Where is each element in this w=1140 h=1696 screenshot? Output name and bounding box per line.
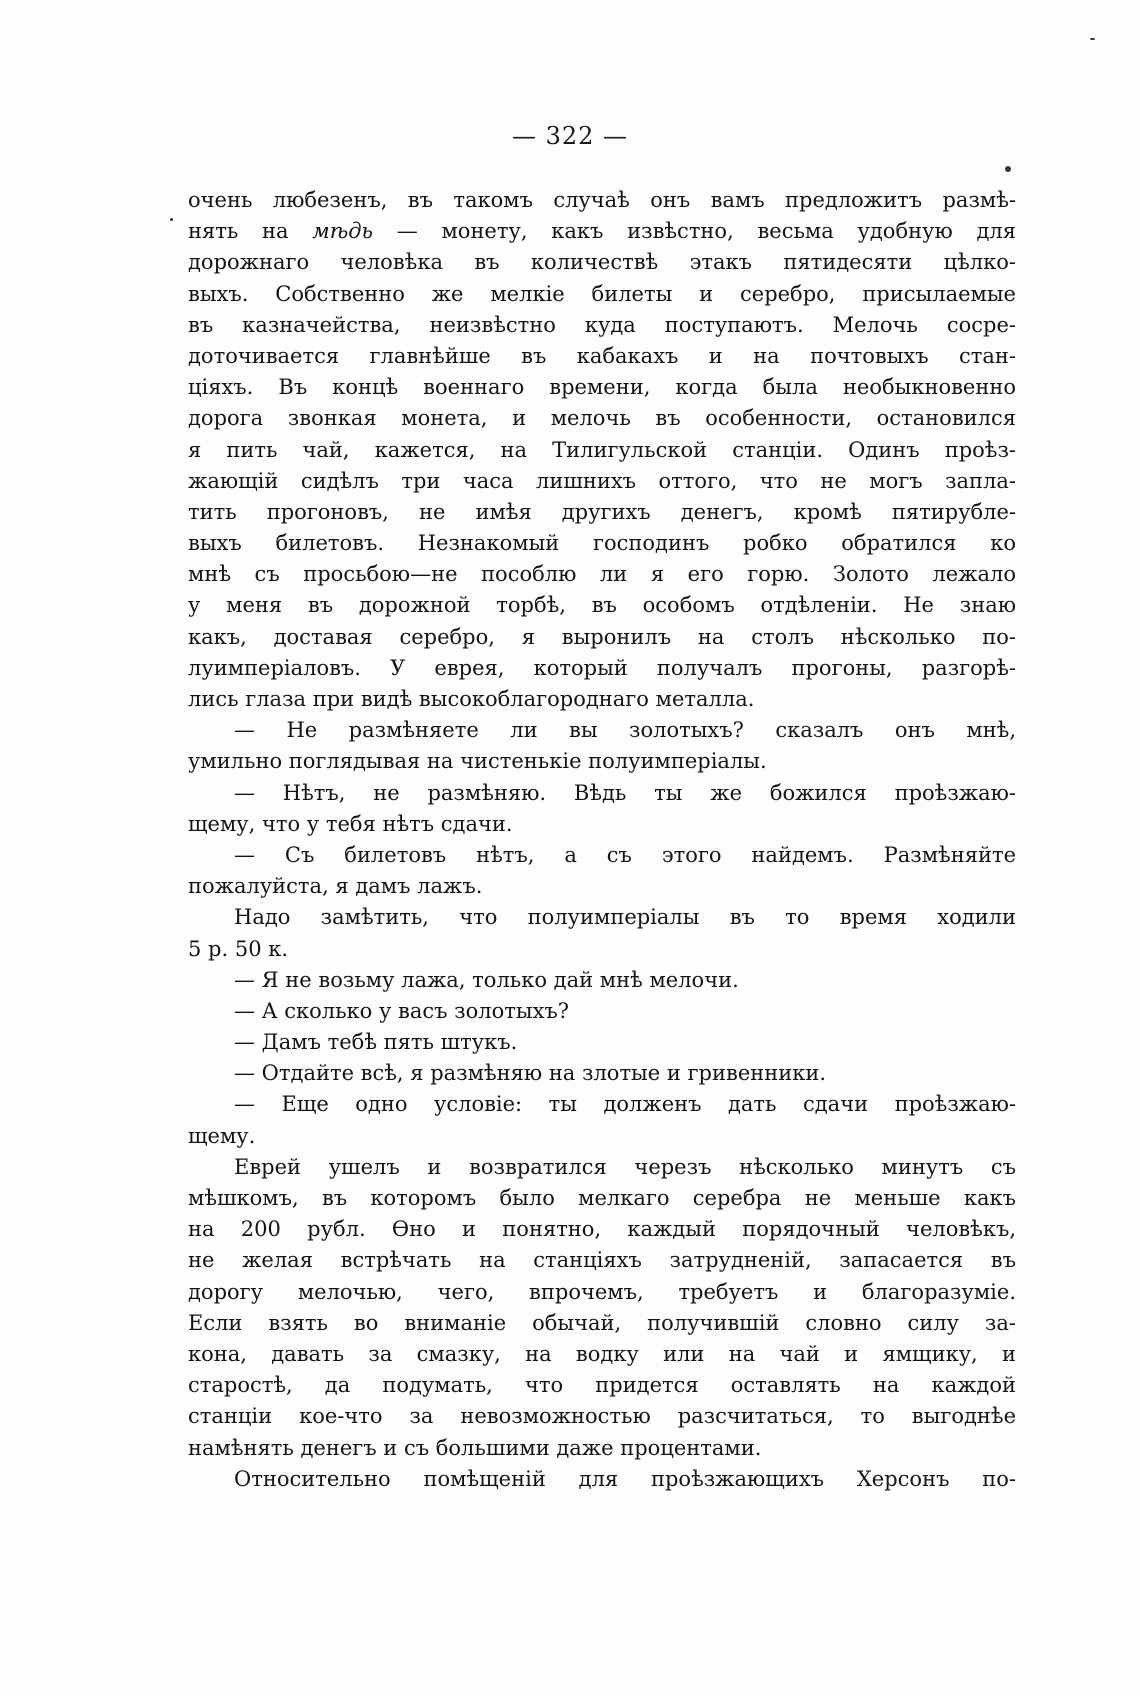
text-line: дорожнаго человѣка въ количествѣ этакъ пятидесяти цѣлко-	[188, 250, 1016, 275]
text-line: дорога звонкая монета, и мелочь въ особенности, остановился	[188, 406, 1016, 431]
page-number: — 322 —	[511, 122, 629, 150]
text-line: очень любезенъ, въ такомъ случаѣ онъ вамъ предложитъ размѣ-	[188, 188, 1016, 212]
print-speck	[1090, 38, 1095, 40]
text-line: тить прогоновъ, не имѣя другихъ денегъ, кромѣ пятирубле-	[188, 499, 1016, 524]
text-line: пожалуйста, я дамъ лажъ.	[188, 874, 483, 899]
text-line: жающій сидѣлъ три часа лишнихъ оттого, что не могъ запла-	[188, 468, 1016, 493]
text-line: выхъ. Собственно же мелкіе билеты и серебро, присылаемые	[188, 281, 1016, 306]
text-line: Относительно помѣщеній для проѣзжающихъ Херсонъ по-	[234, 1466, 1016, 1491]
text-line: — Еще одно условіе: ты долженъ дать сдачи проѣзжаю-	[234, 1092, 1016, 1117]
body-text	[188, 185, 1016, 1495]
text-line: — А сколько у васъ золотыхъ?	[234, 998, 570, 1023]
text-line: станціи кое-что за невозможностью разсчитаться, то выгоднѣе	[188, 1404, 1016, 1429]
text-line-italic: мѣдь	[312, 219, 373, 244]
text-line-segment: — монету, какъ извѣстно, весьма удобную для	[372, 219, 1016, 244]
text-line: щему.	[188, 1123, 256, 1148]
text-line: — Нѣтъ, не размѣняю. Вѣдь ты же божился проѣзжаю-	[234, 780, 1016, 805]
text-line-segment: нять на	[188, 219, 313, 244]
text-line: я пить чай, кажется, на Тилигульской станціи. Одинъ проѣз-	[188, 437, 1016, 462]
text-line: умильно поглядывая на чистенькіе полуимперіалы.	[188, 749, 767, 774]
text-line: выхъ билетовъ. Незнакомый господинъ робко обратился ко	[188, 531, 1016, 556]
text-line: 5 р. 50 к.	[188, 936, 289, 961]
text-line: — Дамъ тебѣ пять штукъ.	[234, 1030, 518, 1055]
text-line: Надо замѣтить, что полуимперіалы въ то время ходили	[234, 905, 1016, 930]
text-line: щему, что у тебя нѣтъ сдачи.	[188, 811, 513, 836]
text-line: намѣнять денегъ и съ большими даже процентами.	[188, 1435, 762, 1460]
text-line: луимперіаловъ. У еврея, который получалъ прогоны, разгорѣ-	[188, 655, 1016, 680]
text-line: не желая встрѣчать на станціяхъ затрудненій, запасается въ	[188, 1248, 1016, 1273]
text-line: ціяхъ. Въ концѣ военнаго времени, когда была необыкновенно	[188, 375, 1016, 400]
text-line: у меня въ дорожной торбѣ, въ особомъ отдѣленіи. Не знаю	[188, 593, 1016, 618]
text-line: мнѣ съ просьбою—не пособлю ли я его горю. Золото лежало	[188, 562, 1016, 587]
print-speck	[1005, 166, 1011, 172]
text-line: — Я не возьму лажа, только дай мнѣ мелочи.	[234, 967, 739, 992]
text-line: доточивается главнѣйше въ кабакахъ и на почтовыхъ стан-	[188, 343, 1016, 368]
text-line	[188, 216, 1016, 247]
text-line: — Не размѣняете ли вы золотыхъ? сказалъ онъ мнѣ,	[234, 718, 1016, 743]
text-line: мѣшкомъ, въ которомъ было мелкаго серебра не меньше какъ	[188, 1186, 1016, 1210]
text-line: — Отдайте всѣ, я размѣняю на злотые и гривенники.	[234, 1061, 827, 1086]
text-line: на 200 рубл. Ѳно и понятно, каждый порядочный человѣкъ,	[188, 1217, 1016, 1242]
text-line: лись глаза при видѣ высокоблагороднаго металла.	[188, 687, 755, 711]
text-line: Если взять во вниманіе обычай, получившій словно силу за-	[188, 1310, 1016, 1335]
text-line: Еврей ушелъ и возвратился черезъ нѣсколько минутъ съ	[234, 1154, 1016, 1179]
text-line: въ казначейства, неизвѣстно куда поступаютъ. Мелочь сосре-	[188, 312, 1016, 337]
text-line: кона, давать за смазку, на водку или на чай и ямщику, и	[188, 1341, 1016, 1366]
text-line: какъ, доставая серебро, я выронилъ на столъ нѣсколько по-	[188, 624, 1016, 649]
text-line: старостѣ, да подумать, что придется оставлять на каждой	[188, 1373, 1016, 1398]
text-line: дорогу мелочью, чего, впрочемъ, требуетъ и благоразуміе.	[188, 1279, 1016, 1304]
text-line: — Съ билетовъ нѣтъ, а съ этого найдемъ. Размѣняйте	[234, 842, 1016, 867]
print-speck	[170, 218, 173, 221]
